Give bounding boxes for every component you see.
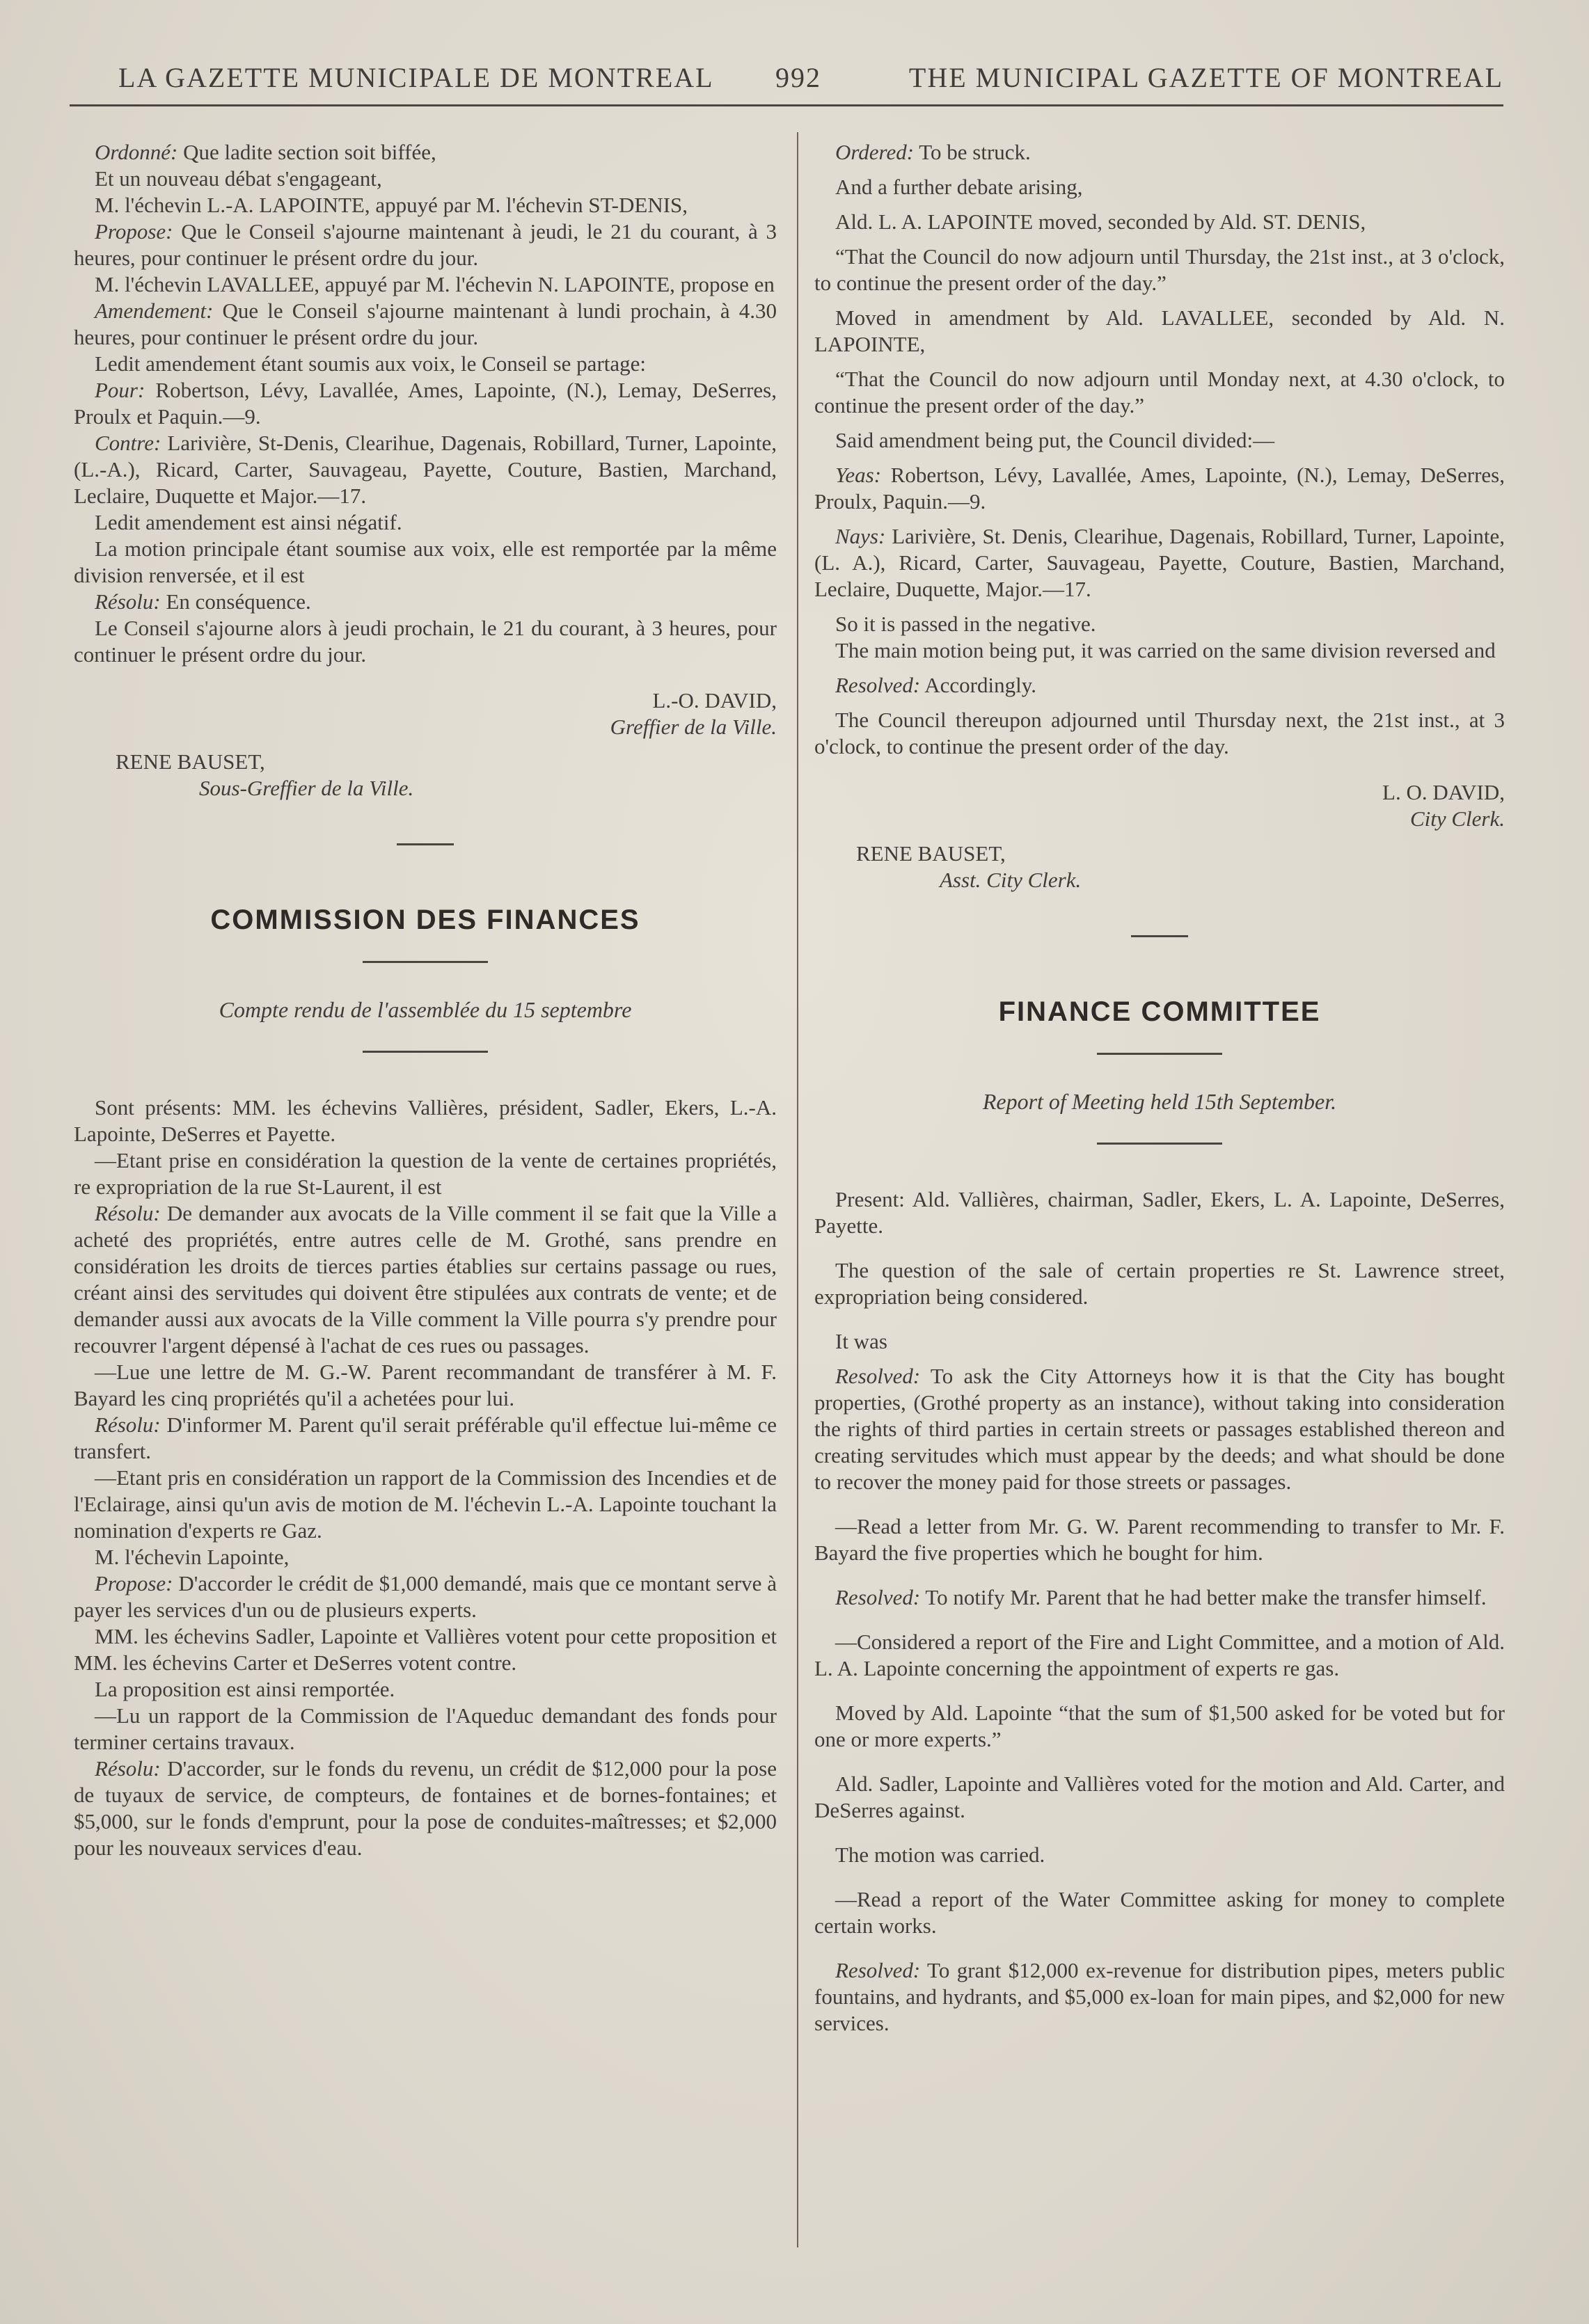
separator bbox=[1097, 1143, 1222, 1145]
paragraph: Yeas: Robertson, Lévy, Lavallée, Ames, Lapointe, (N.), Lemay, DeSerres, Proulx, Paquin.—9. bbox=[814, 463, 1505, 514]
paragraph: M. l'échevin Lapointe, bbox=[95, 1545, 290, 1569]
header-rule bbox=[70, 104, 1503, 106]
signature-asst-clerk: RENE BAUSET, Asst. City Clerk. bbox=[856, 841, 1082, 892]
paragraph: Sont présents: MM. les échevins Vallières, président, Sadler, Ekers, L.-A. Lapointe, DeSerres et Payette. bbox=[74, 1095, 777, 1146]
paragraph: The Council thereupon adjourned until Thursday next, the 21st inst., at 3 o'clock, to continue the present order of the day. bbox=[814, 708, 1505, 758]
paragraph: Pour: Robertson, Lévy, Lavallée, Ames, Lapointe, (N.), Lemay, DeSerres, Proulx et Paquin.—9. bbox=[74, 378, 777, 429]
paragraph: Nays: Larivière, St. Denis, Clearihue, Dagenais, Robillard, Turner, Lapointe, (L. A.), Ricard, Carter, Sauvageau, Payette, Couture, Bastien, Marchand, Leclaire, Duquette, Major.—17. bbox=[814, 524, 1505, 601]
paragraph: It was bbox=[835, 1329, 887, 1353]
paragraph: Résolu: En conséquence. bbox=[95, 589, 311, 614]
paragraph: Le Conseil s'ajourne alors à jeudi prochain, le 21 du courant, à 3 heures, pour continuer le présent ordre du jour. bbox=[74, 616, 777, 667]
running-header bbox=[118, 61, 1503, 103]
column-divider bbox=[797, 132, 798, 2247]
paragraph: So it is passed in the negative. bbox=[835, 612, 1096, 636]
paragraph: Ordered: To be struck. bbox=[835, 140, 1031, 164]
separator bbox=[1131, 935, 1188, 937]
paragraph: La motion principale étant soumise aux voix, elle est remportée par la même division renversée, et il est bbox=[74, 536, 777, 587]
french-column bbox=[74, 139, 777, 1861]
separator bbox=[397, 843, 454, 845]
paragraph: Propose: D'accorder le crédit de $1,000 demandé, mais que ce montant serve à payer les services d'un ou de plusieurs experts. bbox=[74, 1571, 777, 1622]
paragraph: Resolved: To grant $12,000 ex-revenue for distribution pipes, meters public fountains, and hydrants, and $5,000 ex-loan for main pipes, and $2,000 for new services. bbox=[814, 1958, 1505, 2035]
paragraph: Ald. L. A. LAPOINTE moved, seconded by Ald. ST. DENIS, bbox=[835, 209, 1366, 234]
paragraph: “That the Council do now adjourn until Monday next, at 4.30 o'clock, to continue the present order of the day.” bbox=[814, 367, 1505, 417]
paragraph: Résolu: D'accorder, sur le fonds du revenu, un crédit de $12,000 pour la pose de tuyaux de service, de compteurs, de fontaines et de bornes-fontaines; et $5,000, sur le fonds d'emprunt, pour la pose de conduites-maîtresses; et $2,000 pour les nouveaux services d'eau. bbox=[74, 1756, 777, 1860]
paragraph: Moved by Ald. Lapointe “that the sum of $1,500 asked for be voted but for one or more experts.” bbox=[814, 1701, 1505, 1751]
separator bbox=[363, 961, 488, 963]
paragraph: —Read a letter from Mr. G. W. Parent recommending to transfer to Mr. F. Bayard the five properties which he bought for him. bbox=[814, 1514, 1505, 1565]
paragraph: And a further debate arising, bbox=[835, 175, 1083, 199]
signature-asst-clerk: RENE BAUSET, Sous-Greffier de la Ville. bbox=[116, 749, 414, 800]
header-french-title: LA GAZETTE MUNICIPALE DE MONTREAL bbox=[118, 62, 714, 93]
paragraph: —Considered a report of the Fire and Light Committee, and a motion of Ald. L. A. Lapointe concerning the appointment of experts re gas. bbox=[814, 1630, 1505, 1680]
paragraph: M. l'échevin L.-A. LAPOINTE, appuyé par M. l'échevin ST-DENIS, bbox=[95, 193, 688, 217]
paragraph: Present: Ald. Vallières, chairman, Sadler, Ekers, L. A. Lapointe, DeSerres, Payette. bbox=[814, 1187, 1505, 1238]
page-number: 992 bbox=[775, 62, 821, 93]
header-english-title: THE MUNICIPAL GAZETTE OF MONTREAL bbox=[908, 62, 1503, 93]
paragraph: La proposition est ainsi remportée. bbox=[95, 1677, 395, 1701]
paragraph: Et un nouveau débat s'engageant, bbox=[95, 166, 382, 191]
signature-clerk: L. O. DAVID, City Clerk. bbox=[1382, 780, 1505, 831]
paragraph: Ledit amendement étant soumis aux voix, le Conseil se partage: bbox=[95, 351, 647, 376]
signature-clerk: L.-O. DAVID, Greffier de la Ville. bbox=[610, 688, 777, 739]
paragraph: —Lu un rapport de la Commission de l'Aqueduc demandant des fonds pour terminer certains travaux. bbox=[74, 1703, 777, 1754]
paragraph: Propose: Que le Conseil s'ajourne maintenant à jeudi, le 21 du courant, à 3 heures, pour continuer le présent ordre du jour. bbox=[74, 219, 777, 270]
paragraph: Ordonné: Que ladite section soit biffée, bbox=[95, 140, 436, 164]
paragraph: “That the Council do now adjourn until Thursday, the 21st inst., at 3 o'clock, to continue the present order of the day.” bbox=[814, 244, 1505, 295]
section-subtitle: Report of Meeting held 15th September. bbox=[982, 1089, 1337, 1114]
paragraph: M. l'échevin LAVALLEE, appuyé par M. l'échevin N. LAPOINTE, propose en bbox=[95, 272, 775, 296]
paragraph: Resolved: To notify Mr. Parent that he had better make the transfer himself. bbox=[835, 1585, 1487, 1609]
paragraph: Amendement: Que le Conseil s'ajourne maintenant à lundi prochain, à 4.30 heures, pour continuer le présent ordre du jour. bbox=[74, 299, 777, 349]
paragraph: The main motion being put, it was carried on the same division reversed and bbox=[835, 638, 1496, 662]
section-title: FINANCE COMMITTEE bbox=[998, 996, 1321, 1027]
paragraph: Contre: Larivière, St-Denis, Clearihue, Dagenais, Robillard, Turner, Lapointe, (L.-A.), Ricard, Carter, Sauvageau, Payette, Couture, Bastien, Marchand, Leclaire, Duquette et Major.—17. bbox=[74, 431, 777, 508]
paragraph: Résolu: D'informer M. Parent qu'il serait préférable qu'il effectue lui-même ce transfert. bbox=[74, 1412, 777, 1463]
paragraph: Resolved: To ask the City Attorneys how it is that the City has bought properties, (Grothé property as an instance), without taking into consideration the rights of third parties in certain streets or passages established thereon and creating servitudes which must appear by the deeds; and what should be done to recover the money paid for those streets or passages. bbox=[814, 1364, 1505, 1494]
paragraph: —Etant pris en considération un rapport de la Commission des Incendies et de l'Eclairage, ainsi qu'un avis de motion de M. l'échevin L.-A. Lapointe touchant la nomination d'experts re Gaz. bbox=[74, 1465, 777, 1543]
paragraph: Said amendment being put, the Council divided:— bbox=[835, 428, 1275, 452]
paragraph: —Read a report of the Water Committee asking for money to complete certain works. bbox=[814, 1887, 1505, 1938]
separator bbox=[363, 1051, 488, 1053]
english-column bbox=[814, 139, 1505, 2037]
separator bbox=[1097, 1053, 1222, 1055]
section-title: COMMISSION DES FINANCES bbox=[210, 905, 640, 935]
paragraph: Ledit amendement est ainsi négatif. bbox=[95, 510, 402, 534]
paragraph: MM. les échevins Sadler, Lapointe et Vallières votent pour cette proposition et MM. les échevins Carter et DeSerres votent contre. bbox=[74, 1624, 777, 1675]
paragraph: The question of the sale of certain properties re St. Lawrence street, expropriation being considered. bbox=[814, 1258, 1505, 1309]
paragraph: The motion was carried. bbox=[835, 1843, 1045, 1867]
paragraph: Résolu: De demander aux avocats de la Ville comment il se fait que la Ville a acheté des propriétés, entre autres celle de M. Grothé, sans prendre en considération les droits de tierces parties établies sur certains passage ou rues, créant ainsi des servitudes qui doivent être stipulées aux contrats de vente; et de demander aussi aux avocats de la Ville comment la Ville pourra s'y prendre pour recouvrer l'argent dépensé à l'achat de ces rues ou passages. bbox=[74, 1201, 777, 1358]
paragraph: Ald. Sadler, Lapointe and Vallières voted for the motion and Ald. Carter, and DeSerres against. bbox=[814, 1772, 1505, 1822]
paragraph: Moved in amendment by Ald. LAVALLEE, seconded by Ald. N. LAPOINTE, bbox=[814, 305, 1505, 356]
paragraph: Resolved: Accordingly. bbox=[835, 673, 1036, 697]
section-subtitle: Compte rendu de l'assemblée du 15 septembre bbox=[219, 997, 632, 1022]
paragraph: —Etant prise en considération la question de la vente de certaines propriétés, re expropriation de la rue St-Laurent, il est bbox=[74, 1148, 777, 1199]
paragraph: —Lue une lettre de M. G.-W. Parent recommandant de transférer à M. F. Bayard les cinq propriétés qu'il a achetées pour lui. bbox=[74, 1360, 777, 1410]
